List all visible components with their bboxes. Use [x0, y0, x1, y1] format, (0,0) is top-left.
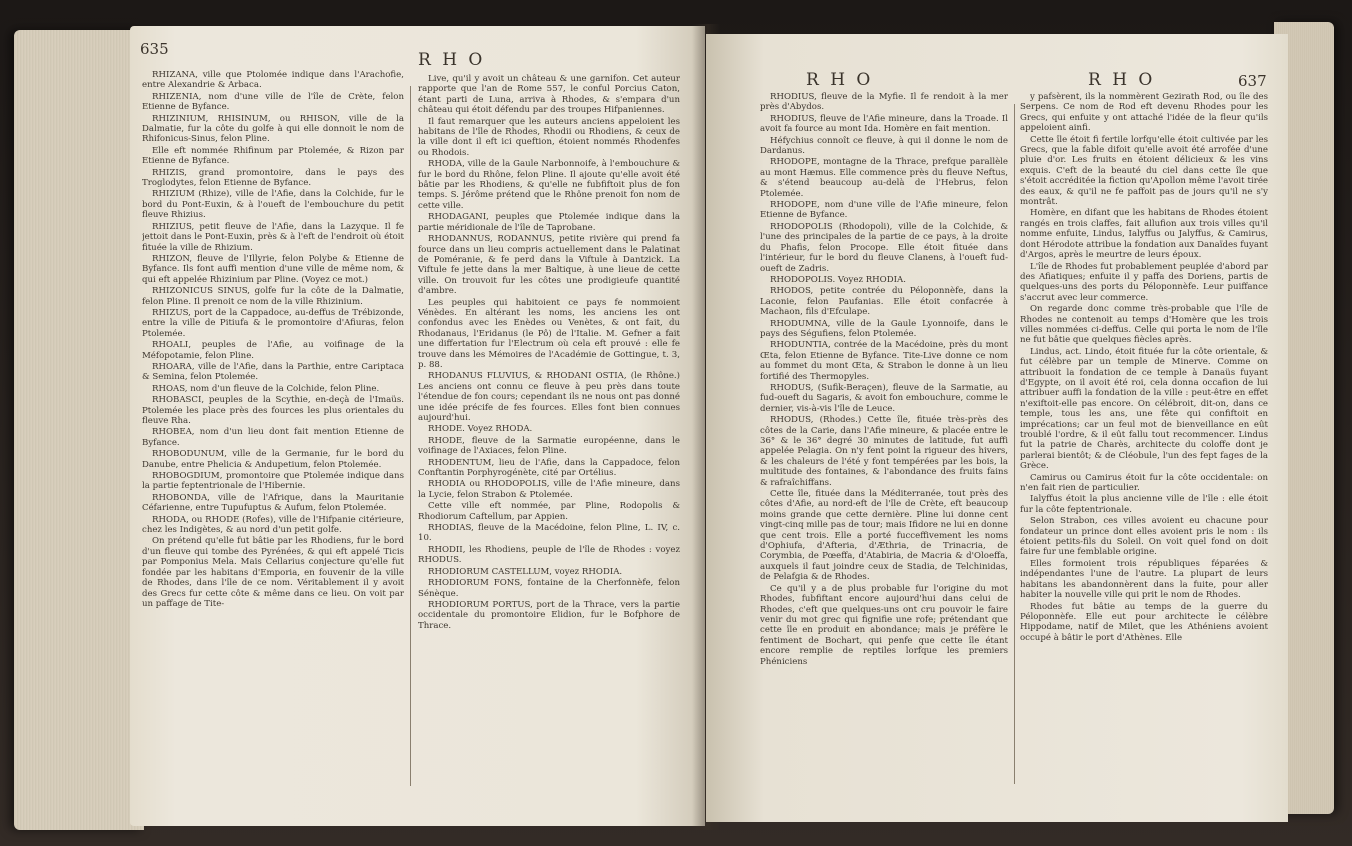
- article-entry: RHOBEA, nom d'un lieu dont fait mention Etienne de Byfance.: [142, 427, 404, 448]
- article-entry: Elles formoient trois républiques féparées & indépendantes l'une de l'autre. La plupart de leurs habitans les abandonnèrent dans la fuite, pour aller habiter la nouvelle ville qui prit le nom de Rhodes.: [1020, 558, 1268, 601]
- article-entry: RHODE. Voyez RHODA.: [428, 424, 533, 435]
- article-entry: Rhodes fut bâtie au temps de la guerre du Péloponnèfe. Elle eut pour architecte le célèbre Hippodame, natif de Milet, que les Athéniens avoient occupé à bâtir le port d'Athènes. Elle: [1020, 601, 1268, 643]
- article-entry: On prétend qu'elle fut bâtie par les Rhodiens, fur le bord d'un fleuve qui tombe des Pyrénées, & qui eft appelé Ticis par Pomponius Mela. Mais Cellarius conjecture qu'elle fut fondée par les habitans d'Emporia, en fouvenir de la ville de Rhodes, dans l'île de ce nom. Véritablement il y avoit des Grecs fur cette côte & même dans ce lieu. On voit par un paffage de Tite-: [142, 536, 404, 609]
- article-entry: RHOALI, peuples de l'Afie, au voifinage de la Méfopotamie, felon Pline.: [142, 340, 404, 361]
- left-page-number: 635: [140, 40, 169, 58]
- article-entry: Elle eft nommée Rhifinum par Ptolemée, & Rizon par Etienne de Byfance.: [142, 145, 404, 167]
- article-entry: RHODOPOLIS. Voyez RHODIA.: [770, 274, 906, 285]
- article-entry: Ialyffus étoit la plus ancienne ville de l'île : elle étoit fur la côte feptentrionale.: [1020, 494, 1268, 515]
- left-page: [130, 26, 705, 826]
- article-entry: RHIZINIUM, RHISINUM, ou RHISON, ville de la Dalmatie, fur la côte du golfe à qui elle donnoit le nom de Rhifonicus-Sinus, felon Pline.: [142, 113, 404, 145]
- column-divider: [1014, 104, 1015, 784]
- article-entry: RHODIAS, fleuve de la Macédoine, felon Pline, L. IV, c. 10.: [418, 523, 680, 544]
- article-entry: RHODIA ou RHODOPOLIS, ville de l'Afie mineure, dans la Lycie, felon Strabon & Ptolemée.: [418, 479, 680, 500]
- article-entry: RHOAS, nom d'un fleuve de la Colchide, felon Pline.: [152, 383, 380, 394]
- article-entry: y pafsèrent, ils la nommèrent Gezirath Rod, ou île des Serpens. Ce nom de Rod eft devenu Rhodes pour les Grecs, qui enfuite y ont attaché l'idée de la fleur qu'ils appeloient ainfi.: [1020, 92, 1268, 134]
- article-entry: Lindus, act. Lindo, étoit fituée fur la côte orientale, & fut célèbre par un temple de Minerve. Comme on attribuoit la fondation de ce temple à Danaüs fuyant d'Egypte, on il avoit été roi, cela donna occafion de lui attribuer auffi la fondation de la ville : peut-être en effet n'exiftoit-elle pas encore. On célébroit, dit-on, dans ce temple, tous les ans, une fête qui confiftoit en imprécations; car un feul mot de bienveillance en eût troublé l'ordre, & il eût fallu tout recommencer. Lindus fut la patrie de Charès, architecte du coloffe dont je parlerai bientôt; & de Cléobule, l'un des fept fages de la Grèce.: [1020, 346, 1268, 472]
- article-entry: L'île de Rhodes fut probablement peuplée d'abord par des Afiatiques; enfuite il y paffa des Doriens, partis de quelques-uns des ports du Péloponnèfe. Leur puiffance s'accrut avec leur commerce.: [1020, 261, 1268, 303]
- article-entry: Selon Strabon, ces villes avoient eu chacune pour fondateur un prince dont elles avoient pris le nom : ils étoient petits-fils du Soleil. On voit quel fond on doit faire fur une femblable origine.: [1020, 516, 1268, 558]
- article-entry: Live, qu'il y avoit un château & une garnifon. Cet auteur rapporte que l'an de Rome 557, le conful Porcius Caton, étant parti de Luna, arriva à Rhodes, & s'empara d'un château qui étoit défendu par des troupes Hifpaniennes.: [418, 74, 680, 116]
- article-entry: RHODIORUM PORTUS, port de la Thrace, vers la partie occidentale du promontoire Elidion, fur le Bofphore de Thrace.: [418, 599, 680, 631]
- article-entry: RHODIORUM CASTELLUM, voyez RHODIA.: [428, 566, 623, 577]
- article-entry: RHIZON, fleuve de l'Illyrie, felon Polybe & Etienne de Byfance. Ils font auffi mention d'une ville de même nom, & qui eft appelée Rhizinium par Pline. (Voyez ce mot.): [142, 253, 404, 285]
- right-running-head-left: R H O: [806, 70, 874, 90]
- article-entry: RHODUS, (Sufik-Beraçen), fleuve de la Sarmatie, au fud-oueft du Sagaris, & avoit fon embouchure, comme le dernier, vis-à-vis l'île de Leuce.: [760, 382, 1008, 414]
- article-entry: RHIZUS, port de la Cappadoce, au-deffus de Trébizonde, entre la ville de Pitiufa & le promontoire d'Afiuras, felon Ptolemée.: [142, 307, 404, 339]
- article-entry: Camirus ou Camirus étoit fur la côte occidentale: on n'en fait rien de particulier.: [1020, 472, 1268, 494]
- article-entry: RHODOS, petite contrée du Péloponnèfe, dans la Laconie, felon Paufanias. Elle étoit confacrée à Machaon, fils d'Efculape.: [760, 286, 1008, 318]
- article-entry: RHODANUS FLUVIUS, & RHODANI OSTIA, (le Rhône.) Les anciens ont connu ce fleuve à peu près dans toute l'étendue de fon cours; cependant ils ne nous ont pas donné une idée précife de fes fources. Elles font bien connues aujourd'hui.: [418, 371, 680, 423]
- left-page-edges: [14, 30, 144, 830]
- article-entry: Cette ville eft nommée, par Pline, Rodopolis & Rhodiorum Caftellum, par Appien.: [418, 501, 680, 522]
- article-entry: RHODIUS, fleuve de l'Afie mineure, dans la Troade. Il avoit fa fource au mont Ida. Homère en fait mention.: [760, 113, 1008, 135]
- right-page: [706, 34, 1288, 822]
- article-entry: RHODENTUM, lieu de l'Afie, dans la Cappadoce, felon Conftantin Porphyrogénète, cité par Ortélius.: [418, 457, 680, 479]
- right-page-column-2: [1020, 92, 1268, 812]
- article-entry: Ce qu'il y a de plus probable fur l'origine du mot Rhodes, fubfiftant encore aujourd'hui dans celui de Rhodes, c'eft que quelques-uns ont cru pouvoir le faire venir du mot grec qui fignifie une rofe; prétendant que cette île en produit en abondance; mais je préfère le fentiment de Bochart, qui penfe que cette île étant encore remplie de reptiles lorfque les premiers Phéniciens: [760, 583, 1008, 667]
- article-entry: Les peuples qui habitoient ce pays fe nommoient Vénèdes. En altérant les noms, les anciens les ont confondus avec les Enèdes ou Venètes, & ont fait, du Rhodanaus, l'Eridanus (le Pô) de l'Italie. M. Gefner a fait une differtation fur l'Electrum où cela eft prouvé : elle fe trouve dans les Mémoires de l'Académie de Gottingue, t. 3, p. 88.: [418, 297, 680, 370]
- article-entry: RHOBASCI, peuples de la Scythie, en-deçà de l'Imaüs. Ptolemée les place près des fources les plus orientales du fleuve Rha.: [142, 395, 404, 426]
- article-entry: On regarde donc comme très-probable que l'île de Rhodes ne contenoit au temps d'Homère que les trois villes nommées ci-deffus. Celle qui porta le nom de l'île ne fut bâtie que quelques fiècles après.: [1020, 304, 1268, 346]
- article-entry: RHODUMNA, ville de la Gaule Lyonnoife, dans le pays des Ségufiens, felon Ptolemée.: [760, 318, 1008, 339]
- article-entry: Cette île, fituée dans la Méditerranée, tout près des côtes d'Afie, au nord-eft de l'île de Crète, eft beaucoup moins grande que cette dernière. Pline lui donne cent vingt-cinq mille pas de tour; mais Ifidore ne lui en donne que cent trois. Elle a porté fucceffivement les noms d'Ophiufa, d'Afteria, d'Æthria, de Trinacria, de Corymbia, de Pœeffa, d'Atabiria, de Macria & d'Oloeffa, auxquels il faut joindre ceux de Stadia, de Telchinidas, de Pelafgia & de Rhodes.: [760, 489, 1008, 583]
- article-entry: RHIZONICUS SINUS, golfe fur la côte de la Dalmatie, felon Pline. Il prenoit ce nom de la ville Rhizinium.: [142, 286, 404, 307]
- article-entry: RHODUS, (Rhodes.) Cette île, fituée très-près des côtes de la Carie, dans l'Afie mineure, & placée entre le 36° & le 36° degré 30 minutes de latitude, fut auffi appelée Pelagia. On n'y fent point la rigueur des hivers, & les chaleurs de l'été y font tempérées par les bois, la multitude des fontaines, & l'abondance des fruits fains & rafraîchiffans.: [760, 415, 1008, 488]
- article-entry: RHODII, les Rhodiens, peuple de l'île de Rhodes : voyez RHODUS.: [418, 544, 680, 566]
- right-page-column-1: [760, 92, 1008, 812]
- article-entry: Héfychius connoît ce fleuve, à qui il donne le nom de Dardanus.: [760, 135, 1008, 157]
- right-page-number: 637: [1238, 72, 1267, 90]
- column-divider: [410, 86, 411, 786]
- article-entry: RHODUNTIA, contrée de la Macédoine, près du mont Œta, felon Etienne de Byfance. Tite-Live donne ce nom au fommet du mont Œta, & Strabon le donne à un lieu fortifié des Thermopyles.: [760, 340, 1008, 382]
- right-running-head-right: R H O: [1088, 70, 1156, 90]
- article-entry: RHODIUS, fleuve de la Myfie. Il fe rendoit à la mer près d'Abydos.: [760, 92, 1008, 113]
- article-entry: RHODOPOLIS (Rhodopoli), ville de la Colchide, & l'une des principales de la partie de ce pays, à la droite du Phafis, felon Procope. Elle étoit fituée dans l'intérieur, fur le bord du fleuve Clanens, à l'oueft fud-oueft de Zadris.: [760, 221, 1008, 274]
- article-entry: RHODE, fleuve de la Sarmatie européenne, dans le voifinage de l'Axiaces, felon Pline.: [418, 435, 680, 457]
- article-entry: RHIZIS, grand promontoire, dans le pays des Troglodytes, felon Etienne de Byfance.: [142, 167, 404, 189]
- article-entry: RHOBODUNUM, ville de la Germanie, fur le bord du Danube, entre Phelicia & Andupetium, felon Ptolemée.: [142, 449, 404, 470]
- article-entry: RHODA, ou RHODE (Rofes), ville de l'Hifpanie citérieure, chez les Indigètes, & au nord d'un petit golfe.: [142, 514, 404, 536]
- article-entry: RHOBONDA, ville de l'Afrique, dans la Mauritanie Céfarienne, entre Tupufuptus & Aufum, felon Ptolemée.: [142, 492, 404, 514]
- left-running-head: R H O: [418, 50, 486, 70]
- article-entry: RHODOPE, montagne de la Thrace, prefque parallèle au mont Hæmus. Elle commence près du fleuve Neftus, & s'étend beaucoup au-delà de l'Hebrus, felon Ptolemée.: [760, 157, 1008, 199]
- article-entry: RHIZANA, ville que Ptolomée indique dans l'Arachofie, entre Alexandrie & Arbaca.: [142, 70, 404, 91]
- article-entry: RHODA, ville de la Gaule Narbonnoife, à l'embouchure & fur le bord du Rhône, felon Pline. Il ajoute qu'elle avoit été bâtie par les Rhodiens, & qu'elle ne fubfiftoit plus de fon temps. S. Jérôme prétend que le Rhône prenoit fon nom de cette ville.: [418, 159, 680, 211]
- left-page-column-2: [418, 74, 680, 814]
- left-page-column-1: [142, 70, 404, 810]
- article-entry: RHODAGANI, peuples que Ptolemée indique dans la partie méridionale de l'île de Taprobane.: [418, 212, 680, 233]
- article-entry: RHOBOGDIUM, promontoire que Ptolemée indique dans la partie feptentrionale de l'Hibernie.: [142, 471, 404, 492]
- article-entry: RHIZENIA, nom d'une ville de l'île de Crète, felon Etienne de Byfance.: [142, 91, 404, 113]
- article-entry: RHODIORUM FONS, fontaine de la Cherfonnèfe, felon Sénèque.: [418, 578, 680, 599]
- article-entry: Il faut remarquer que les auteurs anciens appeloient les habitans de l'île de Rhodes, Rhodii ou Rhodiens, & ceux de la ville dont il eft ici queftion, étoient nommés Rhodenfes ou Rhodois.: [418, 116, 680, 158]
- article-entry: Cette île étoit fi fertile lorfqu'elle étoit cultivée par les Grecs, que la fable difoit qu'elle avoit été arrofée d'une pluie d'or. Les fruits en étoient délicieux & les vins exquis. C'eft de la beauté du ciel dans cette île que s'étoit accréditée la fiction qu'Apollon même l'avoit tirée des eaux, & qu'il ne fe paffoit pas de jours qu'il ne s'y montrât.: [1020, 134, 1268, 208]
- article-entry: RHOARA, ville de l'Afie, dans la Parthie, entre Cariptaca & Semina, felon Ptolemée.: [142, 361, 404, 383]
- article-entry: RHIZIUS, petit fleuve de l'Afie, dans la Lazyque. Il fe jettoit dans le Pont-Euxin, près & à l'eft de l'endroit où étoit fituée la ville de Rhizium.: [142, 221, 404, 253]
- article-entry: RHODOPE, nom d'une ville de l'Afie mineure, felon Etienne de Byfance.: [760, 200, 1008, 221]
- article-entry: RHODANNUS, RODANNUS, petite rivière qui prend fa fource dans un lieu compris actuellement dans le Palatinat de Poméranie, & fe perd dans la Viftule à Dantzick. La Viftule fe jette dans la mer Baltique, à une lieue de cette ville. On trouvoit fur les côtes une prodigieufe quantité d'ambre.: [418, 234, 680, 297]
- article-entry: RHIZIUM (Rhize), ville de l'Afie, dans la Colchide, fur le bord du Pont-Euxin, & à l'oueft de l'embouchure du petit fleuve Rhizius.: [142, 189, 404, 221]
- article-entry: Homère, en difant que les habitans de Rhodes étoient rangés en trois claffes, fait allufion aux trois villes qu'il nomme enfuite, Lindus, Ialyffus ou Jalyffus, & Camirus, dont Hérodote attribue la fondation aux Danaïdes fuyant d'Argos, après le meurtre de leurs époux.: [1020, 208, 1268, 261]
